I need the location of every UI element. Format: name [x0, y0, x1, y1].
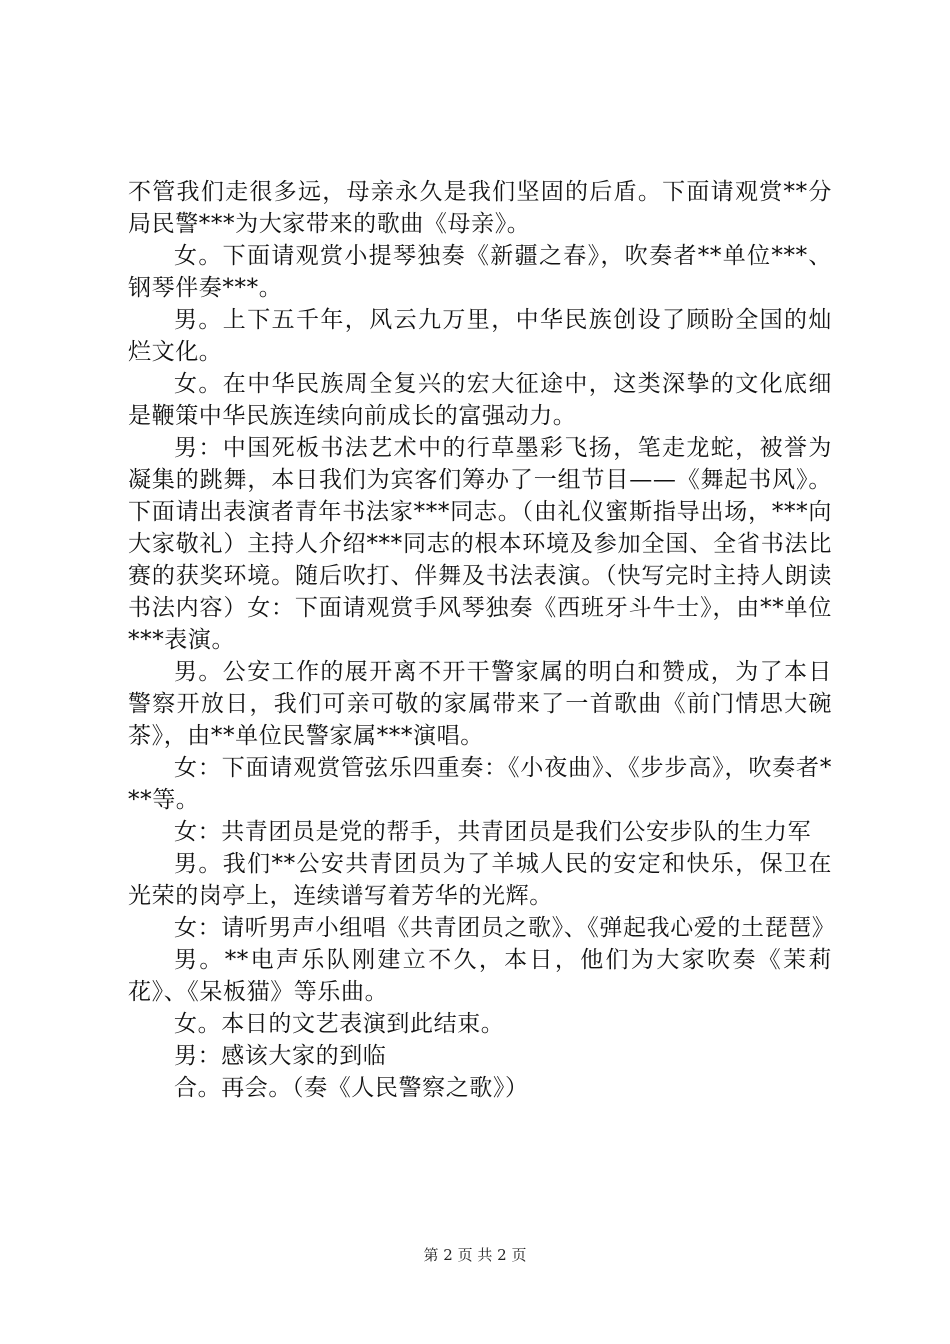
paragraph: 女。在中华民族周全复兴的宏大征途中，这类深挚的文化底细是鞭策中华民族连续向前成长的富强动力。 — [128, 371, 832, 429]
page-footer — [0, 1245, 950, 1265]
paragraph: 男。我们**公安共青团员为了羊城人民的安定和快乐，保卫在光荣的岗亭上，连续谱写着芳华的光辉。 — [128, 851, 832, 909]
paragraph: 女：共青团员是党的帮手，共青团员是我们公安步队的生力军 — [174, 819, 812, 845]
paragraph: 女：请听男声小组唱《共青团员之歌》、《弹起我心爱的土琵琶》 — [174, 915, 836, 941]
paragraph: 女。本日的文艺表演到此结束。 — [174, 1011, 505, 1037]
paragraph: 男：感该大家的到临 — [174, 1043, 387, 1069]
paragraph: 男。公安工作的展开离不开干警家属的明白和赞成，为了本日警察开放日，我们可亲可敬的家属带来了一首歌曲《前门情思大碗茶》，由**单位民警家属***演唱。 — [128, 659, 832, 749]
document-body — [128, 176, 836, 1104]
paragraph: 女：下面请观赏管弦乐四重奏：《小夜曲》、《步步高》，吹奏者***等。 — [128, 755, 832, 813]
paragraph: 女。下面请观赏小提琴独奏《新疆之春》，吹奏者**单位***、钢琴伴奏***。 — [128, 243, 832, 301]
page-number-label: 第 2 页 共 2 页 — [423, 1246, 527, 1264]
paragraph: 男：中国死板书法艺术中的行草墨彩飞扬，笔走龙蛇，被誉为凝集的跳舞，本日我们为宾客们筹办了一组节目——《舞起书风》。下面请出表演者青年书法家***同志。（由礼仪蜜斯指导出场，***向大家敬礼）主持人介绍***同志的根本环境及参加全国、全省书法比赛的获奖环境。随后吹打、伴舞及书法表演。（快写完时主持人朗读书法内容）女：下面请观赏手风琴独奏《西班牙斗牛士》，由**单位***表演。 — [128, 435, 832, 653]
paragraph: 男。**电声乐队刚建立不久，本日，他们为大家吹奏《茉莉花》、《呆板猫》等乐曲。 — [128, 947, 832, 1005]
paragraph: 不管我们走很多远，母亲永久是我们坚固的后盾。下面请观赏**分局民警***为大家带来的歌曲《母亲》。 — [128, 179, 832, 237]
paragraph: 合。再会。（奏《人民警察之歌》） — [174, 1075, 529, 1101]
paragraph: 男。上下五千年，风云九万里，中华民族创设了顾盼全国的灿烂文化。 — [128, 307, 832, 365]
